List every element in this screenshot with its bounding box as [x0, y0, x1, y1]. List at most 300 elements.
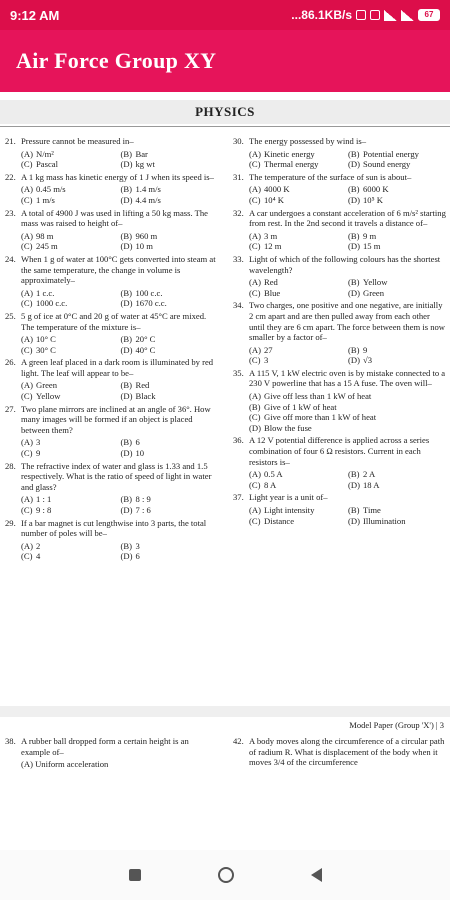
option-letter: (D) [120, 391, 133, 402]
navigation-bar [0, 850, 450, 900]
question-option [121, 184, 221, 195]
options-grid [233, 391, 447, 433]
option-letter: (A) [21, 184, 33, 195]
question [233, 368, 447, 434]
question-number: 31. [233, 171, 244, 182]
option-letter: (C) [249, 412, 261, 423]
options-grid [5, 184, 220, 205]
question-option [348, 345, 447, 356]
option-letter: (C) [21, 298, 33, 309]
option-text: 3 [36, 437, 41, 448]
option-letter: (A) [249, 277, 261, 288]
option-text: 4 [36, 551, 41, 562]
options-grid [233, 505, 447, 526]
question-option [121, 334, 221, 345]
network-speed: ...86.1KB/s [291, 8, 352, 22]
option-text: 40° C [135, 344, 156, 355]
question-option [21, 334, 121, 345]
option-letter: (C) [249, 355, 261, 366]
option-letter: (C) [249, 159, 261, 170]
option-text: Pascal [36, 159, 58, 170]
question-text: 5 g of ice at 0°C and 20 g of water at 45°C are mixed. The temperature of the mixture is– [21, 310, 207, 332]
options-grid [5, 231, 220, 252]
question-number: 42. [233, 736, 244, 746]
option-text: 30° C [36, 344, 56, 355]
option-letter: (A) [249, 391, 261, 402]
option-text: 2 A [363, 469, 376, 480]
question-option [249, 480, 348, 491]
option-text: 2 [36, 540, 41, 551]
option-letter: (B) [348, 148, 360, 159]
question-text: A rubber ball dropped form a certain height is an example of– [21, 736, 189, 757]
option-text: 98 m [36, 230, 54, 241]
question-option [348, 516, 447, 527]
option-text: kg wt [135, 159, 155, 170]
option-letter: (C) [21, 344, 33, 355]
option-text: 1 : 1 [36, 494, 52, 505]
options-grid [233, 345, 447, 366]
question-option [121, 391, 221, 402]
option-text: Light intensity [264, 505, 315, 515]
option-text: 3 [135, 540, 140, 551]
question-option [249, 184, 348, 195]
question-number: 34. [233, 300, 244, 311]
question [233, 492, 447, 526]
question [233, 172, 447, 206]
question [5, 357, 220, 401]
question-text: Light of which of the following colours has the shortest wavelength? [249, 253, 441, 275]
option-letter: (D) [120, 241, 133, 252]
back-icon[interactable] [311, 868, 322, 882]
options-grid [233, 149, 447, 170]
option-text: Blue [264, 287, 281, 298]
question-option [121, 551, 221, 562]
option-letter: (D) [120, 194, 133, 205]
question-option [121, 149, 221, 160]
options-grid [233, 184, 447, 205]
question-option [21, 437, 121, 448]
option-text: Red [264, 277, 278, 288]
signal-icon-2 [401, 10, 414, 21]
question-option [21, 505, 121, 516]
options-grid [233, 277, 447, 298]
option-text: 27 [264, 344, 273, 355]
question-option [121, 505, 221, 516]
option-text: Blow the fuse [264, 422, 312, 433]
subject-header: PHYSICS [0, 100, 450, 124]
question [5, 172, 220, 206]
option-text: 960 m [135, 230, 158, 241]
option-letter: (B) [120, 287, 132, 298]
option-letter: (C) [21, 391, 33, 402]
next-question-left [5, 736, 219, 770]
option-text: Kinetic energy [264, 148, 315, 159]
question-number: 35. [233, 367, 244, 378]
question-option [249, 149, 348, 160]
question-option [121, 345, 221, 356]
question-option [249, 345, 348, 356]
question-option [249, 195, 348, 206]
question-option [21, 159, 121, 170]
option-text: 1000 c.c. [36, 298, 68, 309]
option-text: 6000 K [363, 184, 389, 195]
question-option [249, 412, 447, 423]
question-option [249, 423, 447, 434]
options-grid [5, 437, 220, 458]
question-text: The energy possessed by wind is– [249, 136, 367, 146]
question [5, 136, 220, 170]
question-number: 30. [233, 136, 244, 146]
option-letter: (C) [249, 241, 261, 252]
right-column [233, 136, 447, 528]
question-option [348, 184, 447, 195]
question-text: Pressure cannot be measured in– [21, 136, 134, 146]
options-grid [5, 334, 220, 355]
options-grid [5, 380, 220, 401]
option-letter: (D) [120, 505, 133, 515]
option-text: 8 A [264, 479, 277, 490]
question-number: 24. [5, 253, 16, 264]
status-icons [291, 8, 440, 22]
option-letter: (A) [249, 230, 261, 241]
question-text: A 115 V, 1 kW electric oven is by mistake connected to a 230 V powerline that has a 15 A fuse. The oven will– [249, 367, 446, 389]
option-letter: (D) [348, 515, 360, 526]
page-break [0, 706, 450, 717]
battery-icon: 67 [418, 9, 440, 21]
option-text: 10 m [135, 241, 153, 252]
question-option [21, 541, 121, 552]
question-option [249, 505, 348, 516]
option-letter: (A) [249, 344, 261, 355]
option-text: 6 [135, 551, 140, 562]
question-option: (A) Uniform acceleration [21, 759, 109, 770]
question-option [21, 195, 121, 206]
option-text: 10 [135, 448, 145, 459]
question-text: A body moves along the circumference of a circular path of radium R. What is displacement of the body when it moves 3/4 of the circumference [249, 736, 445, 768]
option-text: 6 [135, 437, 140, 448]
option-text: N/m² [36, 148, 54, 159]
option-letter: (B) [348, 505, 360, 515]
option-text: Red [135, 380, 150, 391]
question-option [121, 380, 221, 391]
question-text: Light year is a unit of– [249, 492, 328, 503]
question-option [348, 288, 447, 299]
option-text: Sound energy [363, 159, 411, 170]
home-icon[interactable] [218, 867, 234, 883]
option-text: 10° C [36, 334, 56, 345]
page-footer: Model Paper (Group 'X') | 3 [349, 720, 444, 730]
option-text: 1 m/s [36, 194, 55, 205]
option-text: Time [363, 505, 381, 515]
option-letter: (D) [120, 159, 133, 170]
option-letter: (B) [120, 230, 132, 241]
question-option [121, 231, 221, 242]
question [5, 254, 220, 309]
option-text: 9 [36, 448, 41, 459]
option-letter: (A) [249, 469, 261, 480]
question-option [249, 159, 348, 170]
option-letter: (D) [348, 287, 360, 298]
options-grid [5, 288, 220, 309]
question-option [21, 231, 121, 242]
question-number: 32. [233, 207, 244, 218]
option-text: 12 m [264, 241, 282, 252]
options-grid [5, 494, 220, 515]
option-text: Bar [135, 148, 148, 159]
question-option [121, 195, 221, 206]
option-letter: (B) [120, 540, 132, 551]
question-text: A 12 V potential difference is applied across a series combination of four 6 Ω resistors. Current in each resistors is– [249, 435, 430, 467]
option-letter: (C) [249, 194, 261, 205]
question-option [348, 195, 447, 206]
question-option [121, 288, 221, 299]
option-letter: (D) [348, 194, 360, 205]
question-option [21, 241, 121, 252]
option-text: 18 A [363, 479, 380, 490]
option-text: Green [363, 287, 384, 298]
question-number: 29. [5, 517, 16, 528]
option-letter: (B) [120, 148, 132, 159]
option-letter: (B) [348, 469, 360, 480]
question-text: A green leaf placed in a dark room is illuminated by red light. The leaf will appear to be– [21, 357, 214, 378]
status-bar [0, 0, 450, 30]
option-text: 7 : 6 [135, 505, 151, 515]
question [233, 254, 447, 298]
option-text: Black [135, 391, 156, 402]
option-letter: (D) [120, 298, 133, 309]
question-option [21, 448, 121, 459]
option-text: Distance [264, 515, 295, 526]
option-letter: (A) [21, 380, 33, 391]
option-text: 1 c.c. [36, 287, 55, 298]
options-grid [5, 149, 220, 170]
question-option [348, 355, 447, 366]
question-text: If a bar magnet is cut lengthwise into 3 parts, the total number of poles will be– [21, 517, 207, 539]
question-option [21, 298, 121, 309]
option-text: Green [36, 380, 57, 391]
option-letter: (A) [21, 437, 33, 448]
question-number: 38. [5, 736, 16, 746]
question-number: 25. [5, 310, 16, 321]
question-option [348, 277, 447, 288]
question-text: A total of 4900 J was used in lifting a 50 kg mass. The mass was raised to height of– [21, 207, 208, 229]
question-option [121, 541, 221, 552]
question-option [249, 231, 348, 242]
option-letter: (B) [120, 380, 132, 391]
question-option [21, 149, 121, 160]
left-column [5, 136, 220, 564]
question-option [249, 288, 348, 299]
option-letter: (B) [249, 401, 261, 412]
option-letter: (D) [348, 479, 360, 490]
option-text: Give off more than 1 kW of heat [264, 412, 377, 423]
option-letter: (D) [348, 355, 360, 366]
question [5, 404, 220, 459]
question [233, 208, 447, 252]
question-number: 26. [5, 357, 16, 368]
question-number: 27. [5, 403, 16, 414]
option-text: Yellow [36, 391, 61, 402]
option-letter: (B) [348, 344, 360, 355]
question-option [348, 159, 447, 170]
option-text: Potential energy [363, 148, 419, 159]
question-text: A 1 kg mass has kinetic energy of 1 J when its speed is– [21, 171, 214, 182]
option-letter: (C) [249, 479, 261, 490]
question [5, 518, 220, 562]
question-option [249, 241, 348, 252]
option-letter: (D) [120, 448, 133, 459]
question-option [21, 288, 121, 299]
recent-apps-icon[interactable] [129, 869, 141, 881]
question-option [348, 149, 447, 160]
next-question-right [233, 736, 447, 770]
option-letter: (C) [249, 515, 261, 526]
option-letter: (A) [21, 148, 33, 159]
option-text: 100 c.c. [135, 287, 163, 298]
option-text: 4.4 m/s [135, 194, 161, 205]
option-text: 15 m [363, 241, 381, 252]
question-text: Two plane mirrors are inclined at an angle of 36°. How many images will be formed if an object is placed between them? [21, 403, 211, 435]
option-text: 9 m [363, 230, 377, 241]
option-letter: (A) [249, 148, 261, 159]
question [5, 311, 220, 355]
question-option [249, 391, 447, 402]
option-letter: (D) [120, 344, 133, 355]
question-option [21, 551, 121, 562]
question-text: Two charges, one positive and one negative, are initially 2 cm apart and are then pulled away from each other until they are 6 cm apart. The force between them is now smaller by a factor of– [249, 300, 445, 343]
question-option [249, 402, 447, 413]
options-grid [233, 231, 447, 252]
option-letter: (D) [348, 241, 360, 252]
notification-icon [356, 10, 366, 20]
option-text: 1670 c.c. [135, 298, 167, 309]
question [5, 461, 220, 516]
question-number: 23. [5, 207, 16, 218]
option-text: 10⁵ K [363, 194, 383, 205]
option-letter: (B) [348, 184, 360, 195]
question-option [21, 345, 121, 356]
option-text: Thermal energy [264, 159, 319, 170]
question-option [21, 391, 121, 402]
app-title: Air Force Group XY [16, 48, 217, 73]
option-letter: (A) [21, 494, 33, 505]
question [233, 136, 447, 170]
question-option [121, 494, 221, 505]
question-option [249, 516, 348, 527]
question-number: 21. [5, 136, 16, 146]
option-letter: (B) [120, 184, 132, 195]
app-bar [0, 30, 450, 92]
question-option [348, 469, 447, 480]
question-text: The refractive index of water and glass is 1.33 and 1.5 respectively. What is the ratio of speed of light in water and glass? [21, 460, 212, 492]
option-letter: (C) [21, 505, 33, 515]
option-letter: (B) [120, 334, 132, 345]
question-option [249, 469, 348, 480]
option-text: 3 [264, 355, 269, 366]
option-letter: (A) [21, 230, 33, 241]
question-option [348, 505, 447, 516]
question-text: When 1 g of water at 100°C gets converted into steam at the same temperature, the change in volume is approximately– [21, 253, 216, 286]
option-letter: (A) [21, 540, 33, 551]
option-letter: (A) [21, 287, 33, 298]
question-option [121, 437, 221, 448]
option-letter: (B) [348, 277, 360, 288]
question-option [121, 448, 221, 459]
option-text: 3 m [264, 230, 278, 241]
option-letter: (D) [249, 422, 261, 433]
option-letter: (D) [348, 159, 360, 170]
question-option [348, 231, 447, 242]
option-text: 0.45 m/s [36, 184, 66, 195]
option-letter: (A) [249, 505, 261, 515]
option-text: 4000 K [264, 184, 290, 195]
question-text: The temperature of the surface of sun is about– [249, 171, 412, 182]
divider [0, 126, 450, 127]
question-option [121, 159, 221, 170]
question-option [21, 184, 121, 195]
option-text: 1.4 m/s [135, 184, 161, 195]
question [233, 435, 447, 490]
option-text: 8 : 9 [135, 494, 151, 505]
option-text: √3 [363, 355, 373, 366]
option-text: 9 [363, 344, 368, 355]
option-text: Give off less than 1 kW of heat [264, 391, 372, 402]
option-text: 9 : 8 [36, 505, 52, 515]
question [5, 208, 220, 252]
question-option [249, 355, 348, 366]
option-letter: (C) [21, 241, 33, 252]
question [233, 300, 447, 366]
sim-icon [370, 10, 380, 20]
options-grid [5, 541, 220, 562]
question-option [121, 241, 221, 252]
question-option [21, 380, 121, 391]
option-text: 10⁴ K [264, 194, 284, 205]
document-viewer[interactable] [0, 92, 450, 850]
question-number: 28. [5, 460, 16, 471]
option-letter: (A) [21, 334, 33, 345]
option-text: 20° C [135, 334, 156, 345]
status-time: 9:12 AM [10, 7, 60, 23]
question-number: 37. [233, 492, 244, 503]
question-option [249, 277, 348, 288]
option-letter: (B) [348, 230, 360, 241]
option-letter: (B) [120, 494, 132, 505]
option-letter: (D) [120, 551, 133, 562]
question-option [121, 298, 221, 309]
options-grid [233, 469, 447, 490]
option-letter: (C) [21, 194, 33, 205]
option-text: Give of 1 kW of heat [264, 401, 337, 412]
question-number: 36. [233, 435, 244, 446]
option-letter: (B) [120, 437, 132, 448]
option-text: Illumination [363, 515, 406, 526]
option-text: 245 m [36, 241, 58, 252]
question-option [348, 480, 447, 491]
option-letter: (C) [249, 287, 261, 298]
option-letter: (C) [21, 551, 33, 562]
signal-icon [384, 10, 397, 21]
option-letter: (A) [249, 184, 261, 195]
option-text: Yellow [363, 277, 388, 288]
option-letter: (C) [21, 448, 33, 459]
question-option [348, 241, 447, 252]
question-number: 33. [233, 253, 244, 264]
question-text: A car undergoes a constant acceleration of 6 m/s² starting from rest. In the 2nd second it travels a distance of– [249, 207, 446, 229]
question-number: 22. [5, 171, 16, 182]
question-option [21, 494, 121, 505]
option-text: 0.5 A [264, 469, 283, 480]
